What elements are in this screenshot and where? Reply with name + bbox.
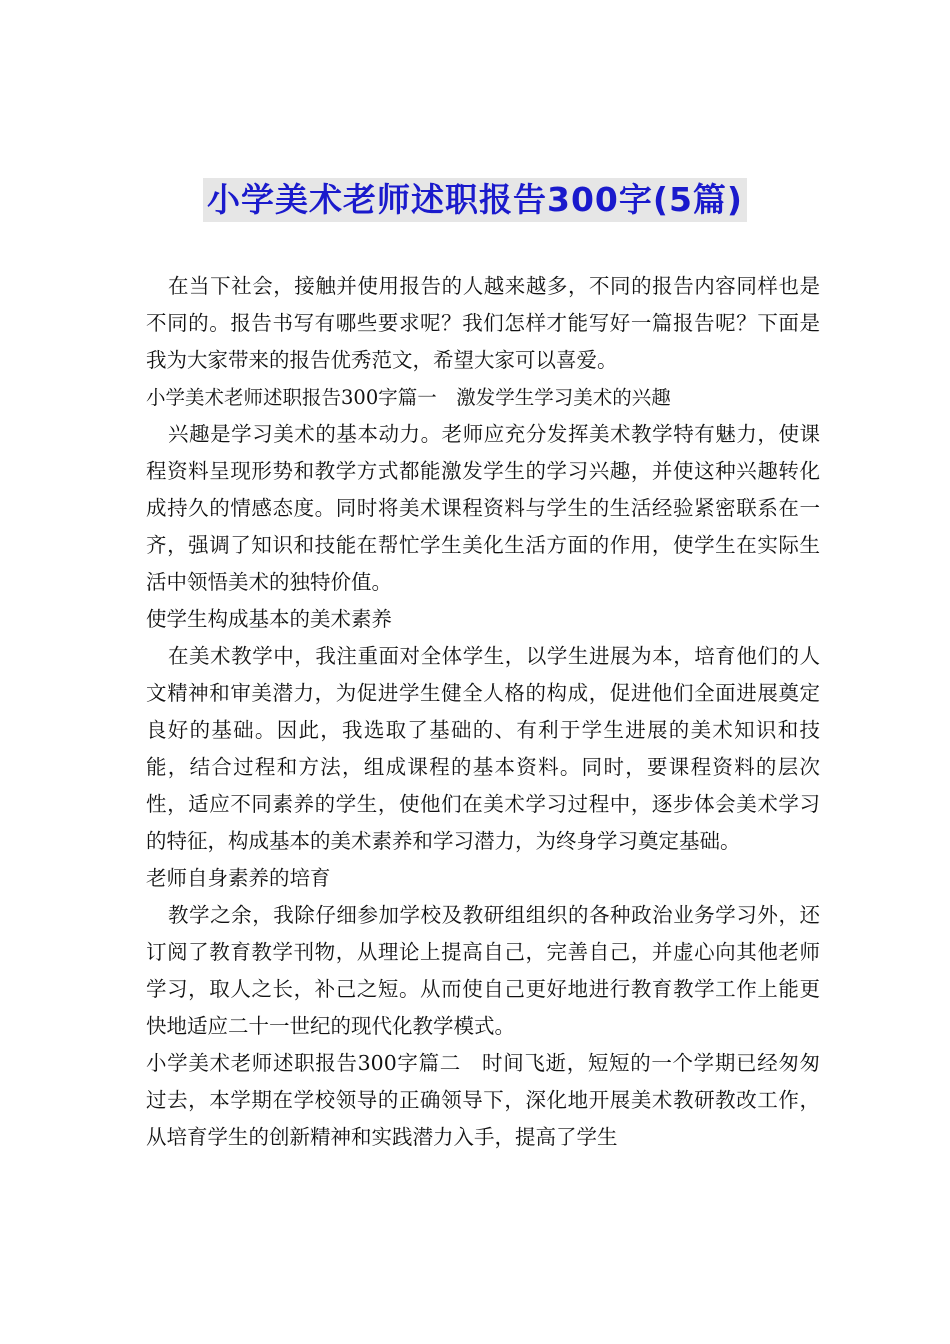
section-1-paragraph-1: 兴趣是学习美术的基本动力。老师应充分发挥美术教学特有魅力，使课程资料呈现形势和教学方式都能激发学生的学习兴趣，并使这种兴趣转化成持久的情感态度。同时将美术课程资料与学生的生活经验紧密联系在一齐，强调了知识和技能在帮忙学生美化生活方面的作用，使学生在实际生活中领悟美术的独特价值。	[146, 422, 820, 594]
subheading-teacher-cultivation: 老师自身素养的培育	[146, 866, 331, 890]
title-container	[0, 178, 950, 222]
section-1-heading: 小学美术老师述职报告300字篇一 激发学生学习美术的兴趣	[146, 386, 671, 409]
subheading-literacy: 使学生构成基本的美术素养	[146, 607, 392, 631]
intro-paragraph: 在当下社会，接触并使用报告的人越来越多，不同的报告内容同样也是不同的。报告书写有哪些要求呢？我们怎样才能写好一篇报告呢？下面是我为大家带来的报告优秀范文，希望大家可以喜爱。	[146, 274, 820, 372]
section-1-paragraph-3: 教学之余，我除仔细参加学校及教研组组织的各种政治业务学习外，还订阅了教育教学刊物，从理论上提高自己，完善自己，并虚心向其他老师学习，取人之长，补己之短。从而使自己更好地进行教育教学工作上能更快地适应二十一世纪的现代化教学模式。	[146, 903, 820, 1038]
section-1-paragraph-2: 在美术教学中，我注重面对全体学生，以学生进展为本，培育他们的人文精神和审美潜力，为促进学生健全人格的构成，促进他们全面进展奠定良好的基础。因此，我选取了基础的、有利于学生进展的美术知识和技能，结合过程和方法，组成课程的基本资料。同时，要课程资料的层次性，适应不同素养的学生，使他们在美术学习过程中，逐步体会美术学习的特征，构成基本的美术素养和学习潜力，为终身学习奠定基础。	[146, 644, 820, 853]
document-body	[146, 268, 820, 1156]
document-title: 小学美术老师述职报告300字(5篇)	[203, 178, 747, 222]
section-2-paragraph: 小学美术老师述职报告300字篇二 时间飞逝，短短的一个学期已经匆匆过去，本学期在学校领导的正确领导下，深化地开展美术教研教改工作，从培育学生的创新精神和实践潜力入手，提高了学生	[146, 1051, 820, 1149]
